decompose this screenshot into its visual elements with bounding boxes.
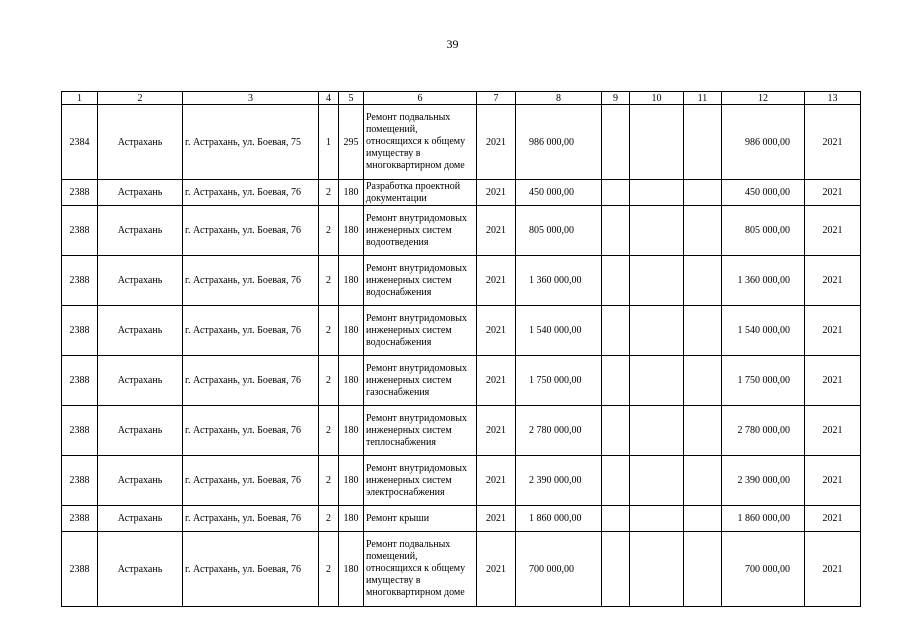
cell-completion-year: 2021 — [805, 256, 861, 306]
table-row — [62, 506, 861, 532]
cell-year: 2021 — [477, 456, 516, 506]
column-header-13: 13 — [805, 92, 861, 105]
cell-year: 2021 — [477, 356, 516, 406]
table-body — [62, 105, 861, 607]
cell-col10 — [630, 180, 684, 206]
cell-cost: 2 780 000,00 — [516, 406, 602, 456]
cell-year: 2021 — [477, 306, 516, 356]
cell-total-cost: 805 000,00 — [722, 206, 805, 256]
cell-group: 1 — [319, 105, 339, 180]
cell-col11 — [684, 532, 722, 607]
cell-address: г. Астрахань, ул. Боевая, 76 — [183, 532, 319, 607]
cell-group: 2 — [319, 456, 339, 506]
cell-group: 2 — [319, 506, 339, 532]
cell-work-type: Ремонт подвальных помещений, относящихся к общему имуществу в многоквартирном доме — [364, 105, 477, 180]
cell-code: 180 — [339, 256, 364, 306]
cell-group: 2 — [319, 532, 339, 607]
cell-group: 2 — [319, 356, 339, 406]
cell-col9 — [602, 306, 630, 356]
cell-col11 — [684, 456, 722, 506]
cell-work-type: Ремонт внутридомовых инженерных систем водоотведения — [364, 206, 477, 256]
table-row — [62, 406, 861, 456]
cell-cost: 1 750 000,00 — [516, 356, 602, 406]
cell-col10 — [630, 306, 684, 356]
cell-group: 2 — [319, 180, 339, 206]
column-header-4: 4 — [319, 92, 339, 105]
cell-code: 295 — [339, 105, 364, 180]
cell-address: г. Астрахань, ул. Боевая, 76 — [183, 256, 319, 306]
cell-number: 2388 — [62, 306, 98, 356]
cell-col11 — [684, 406, 722, 456]
cell-completion-year: 2021 — [805, 180, 861, 206]
cell-work-type: Ремонт внутридомовых инженерных систем газоснабжения — [364, 356, 477, 406]
cell-completion-year: 2021 — [805, 532, 861, 607]
cell-total-cost: 450 000,00 — [722, 180, 805, 206]
cell-cost: 805 000,00 — [516, 206, 602, 256]
cell-year: 2021 — [477, 180, 516, 206]
cell-city: Астрахань — [98, 180, 183, 206]
cell-total-cost: 2 780 000,00 — [722, 406, 805, 456]
cell-col11 — [684, 356, 722, 406]
cell-col9 — [602, 206, 630, 256]
cell-col10 — [630, 256, 684, 306]
cell-total-cost: 1 360 000,00 — [722, 256, 805, 306]
cell-col10 — [630, 206, 684, 256]
column-header-1: 1 — [62, 92, 98, 105]
cell-cost: 700 000,00 — [516, 532, 602, 607]
column-header-7: 7 — [477, 92, 516, 105]
cell-year: 2021 — [477, 256, 516, 306]
cell-city: Астрахань — [98, 306, 183, 356]
cell-col11 — [684, 206, 722, 256]
cell-work-type: Ремонт крыши — [364, 506, 477, 532]
cell-city: Астрахань — [98, 532, 183, 607]
cell-work-type: Ремонт подвальных помещений, относящихся к общему имуществу в многоквартирном доме — [364, 532, 477, 607]
cell-completion-year: 2021 — [805, 356, 861, 406]
cell-col9 — [602, 105, 630, 180]
cell-address: г. Астрахань, ул. Боевая, 76 — [183, 506, 319, 532]
cell-city: Астрахань — [98, 105, 183, 180]
table-row — [62, 105, 861, 180]
cell-number: 2388 — [62, 206, 98, 256]
column-header-5: 5 — [339, 92, 364, 105]
cell-col10 — [630, 456, 684, 506]
cell-col11 — [684, 306, 722, 356]
cell-col9 — [602, 180, 630, 206]
cell-col9 — [602, 256, 630, 306]
cell-number: 2384 — [62, 105, 98, 180]
cell-group: 2 — [319, 256, 339, 306]
cell-address: г. Астрахань, ул. Боевая, 76 — [183, 456, 319, 506]
column-header-3: 3 — [183, 92, 319, 105]
cell-col9 — [602, 456, 630, 506]
cell-city: Астрахань — [98, 256, 183, 306]
capital-repair-table — [61, 91, 861, 607]
cell-completion-year: 2021 — [805, 306, 861, 356]
cell-cost: 1 360 000,00 — [516, 256, 602, 306]
cell-address: г. Астрахань, ул. Боевая, 76 — [183, 206, 319, 256]
cell-number: 2388 — [62, 256, 98, 306]
cell-cost: 2 390 000,00 — [516, 456, 602, 506]
cell-completion-year: 2021 — [805, 506, 861, 532]
cell-year: 2021 — [477, 506, 516, 532]
cell-cost: 450 000,00 — [516, 180, 602, 206]
cell-work-type: Ремонт внутридомовых инженерных систем электроснабжения — [364, 456, 477, 506]
cell-number: 2388 — [62, 406, 98, 456]
cell-city: Астрахань — [98, 406, 183, 456]
cell-col9 — [602, 406, 630, 456]
column-header-2: 2 — [98, 92, 183, 105]
cell-total-cost: 1 860 000,00 — [722, 506, 805, 532]
cell-work-type: Ремонт внутридомовых инженерных систем теплоснабжения — [364, 406, 477, 456]
table-row — [62, 356, 861, 406]
page-number: 39 — [446, 37, 459, 51]
cell-col11 — [684, 105, 722, 180]
cell-number: 2388 — [62, 532, 98, 607]
table-row — [62, 306, 861, 356]
cell-address: г. Астрахань, ул. Боевая, 76 — [183, 306, 319, 356]
cell-year: 2021 — [477, 532, 516, 607]
column-header-12: 12 — [722, 92, 805, 105]
cell-col9 — [602, 506, 630, 532]
table-row — [62, 206, 861, 256]
cell-number: 2388 — [62, 356, 98, 406]
cell-year: 2021 — [477, 105, 516, 180]
cell-code: 180 — [339, 506, 364, 532]
table-row — [62, 532, 861, 607]
cell-work-type: Ремонт внутридомовых инженерных систем водоснабжения — [364, 306, 477, 356]
cell-city: Астрахань — [98, 456, 183, 506]
cell-code: 180 — [339, 356, 364, 406]
table-row — [62, 180, 861, 206]
cell-number: 2388 — [62, 506, 98, 532]
cell-city: Астрахань — [98, 206, 183, 256]
cell-number: 2388 — [62, 456, 98, 506]
cell-total-cost: 700 000,00 — [722, 532, 805, 607]
cell-city: Астрахань — [98, 506, 183, 532]
cell-code: 180 — [339, 532, 364, 607]
column-header-9: 9 — [602, 92, 630, 105]
column-header-6: 6 — [364, 92, 477, 105]
cell-col10 — [630, 506, 684, 532]
cell-completion-year: 2021 — [805, 406, 861, 456]
cell-work-type: Ремонт внутридомовых инженерных систем водоснабжения — [364, 256, 477, 306]
cell-col10 — [630, 356, 684, 406]
cell-group: 2 — [319, 306, 339, 356]
header-row — [62, 92, 861, 105]
cell-code: 180 — [339, 406, 364, 456]
table-header — [62, 92, 861, 105]
table-row — [62, 456, 861, 506]
cell-address: г. Астрахань, ул. Боевая, 76 — [183, 180, 319, 206]
cell-col11 — [684, 506, 722, 532]
cell-col11 — [684, 256, 722, 306]
cell-col9 — [602, 356, 630, 406]
cell-group: 2 — [319, 406, 339, 456]
column-header-8: 8 — [516, 92, 602, 105]
cell-code: 180 — [339, 456, 364, 506]
cell-completion-year: 2021 — [805, 105, 861, 180]
cell-year: 2021 — [477, 406, 516, 456]
cell-cost: 1 540 000,00 — [516, 306, 602, 356]
cell-cost: 986 000,00 — [516, 105, 602, 180]
cell-total-cost: 1 750 000,00 — [722, 356, 805, 406]
cell-city: Астрахань — [98, 356, 183, 406]
cell-col11 — [684, 180, 722, 206]
cell-year: 2021 — [477, 206, 516, 256]
cell-col10 — [630, 406, 684, 456]
cell-number: 2388 — [62, 180, 98, 206]
column-header-11: 11 — [684, 92, 722, 105]
table-row — [62, 256, 861, 306]
cell-total-cost: 986 000,00 — [722, 105, 805, 180]
cell-col10 — [630, 532, 684, 607]
cell-completion-year: 2021 — [805, 206, 861, 256]
cell-group: 2 — [319, 206, 339, 256]
cell-address: г. Астрахань, ул. Боевая, 76 — [183, 356, 319, 406]
cell-code: 180 — [339, 206, 364, 256]
column-header-10: 10 — [630, 92, 684, 105]
cell-col9 — [602, 532, 630, 607]
cell-code: 180 — [339, 180, 364, 206]
cell-completion-year: 2021 — [805, 456, 861, 506]
cell-work-type: Разработка проектной документации — [364, 180, 477, 206]
cell-total-cost: 1 540 000,00 — [722, 306, 805, 356]
cell-code: 180 — [339, 306, 364, 356]
cell-address: г. Астрахань, ул. Боевая, 76 — [183, 406, 319, 456]
cell-total-cost: 2 390 000,00 — [722, 456, 805, 506]
cell-col10 — [630, 105, 684, 180]
cell-address: г. Астрахань, ул. Боевая, 75 — [183, 105, 319, 180]
cell-cost: 1 860 000,00 — [516, 506, 602, 532]
